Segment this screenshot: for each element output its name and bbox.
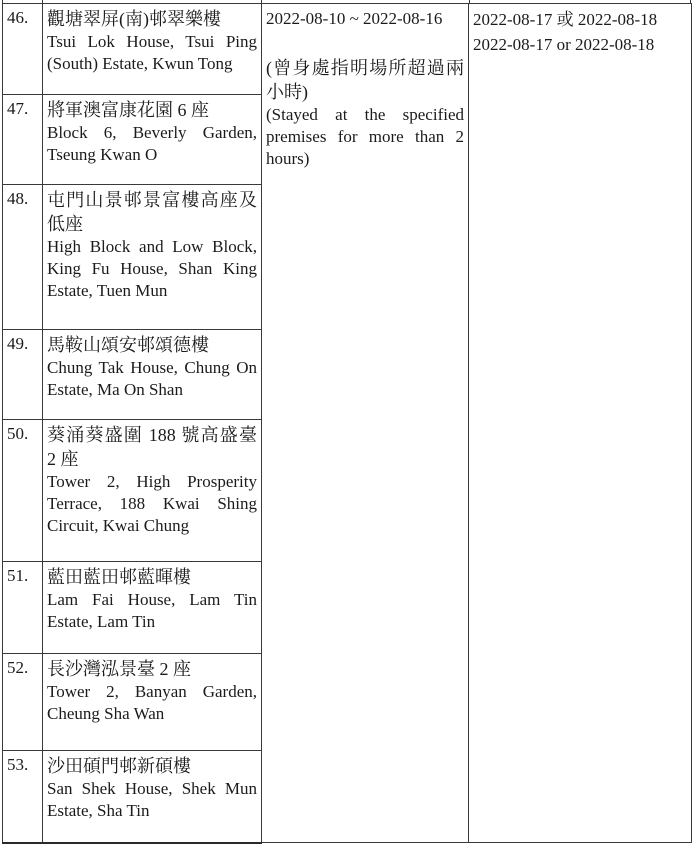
building-name-en: Chung Tak House, Chung On Estate, Ma On Shan bbox=[47, 358, 257, 399]
building-name-en: San Shek House, Shek Mun Estate, Sha Tin bbox=[47, 779, 257, 820]
building-cell bbox=[43, 654, 262, 751]
building-name-zh: 觀塘翠屏(南)邨翠樂樓 bbox=[47, 9, 221, 29]
building-name-zh: 屯門山景邨景富樓高座及低座 bbox=[47, 190, 257, 234]
building-name-en: Tower 2, Banyan Garden, Cheung Sha Wan bbox=[47, 682, 257, 723]
period-note-zh: (曾身處指明場所超過兩小時) bbox=[266, 58, 464, 102]
row-number: 46. bbox=[3, 4, 43, 95]
period-cell bbox=[262, 4, 469, 843]
row-number: 48. bbox=[3, 185, 43, 330]
building-name-zh: 葵涌葵盛圍 188 號高盛臺 2 座 bbox=[47, 425, 257, 469]
building-name-zh: 沙田碩門邨新碩樓 bbox=[47, 756, 191, 776]
row-number: 50. bbox=[3, 420, 43, 562]
building-name-en: Lam Fai House, Lam Tin Estate, Lam Tin bbox=[47, 590, 257, 631]
building-cell bbox=[43, 420, 262, 562]
period-range: 2022-08-10 ~ 2022-08-16 bbox=[266, 9, 443, 28]
test-dates-en: 2022-08-17 or 2022-08-18 bbox=[473, 35, 655, 54]
building-cell bbox=[43, 562, 262, 654]
row-number: 47. bbox=[3, 95, 43, 185]
row-number: 52. bbox=[3, 654, 43, 751]
building-name-en: Tower 2, High Prosperity Terrace, 188 Kwai Shing Circuit, Kwai Chung bbox=[47, 472, 257, 535]
test-dates-cell bbox=[469, 4, 692, 843]
building-name-zh: 長沙灣泓景臺 2 座 bbox=[47, 659, 191, 679]
building-cell bbox=[43, 4, 262, 95]
row-number: 51. bbox=[3, 562, 43, 654]
row-number: 53. bbox=[3, 751, 43, 843]
building-cell bbox=[43, 95, 262, 185]
building-name-zh: 藍田藍田邨藍暉樓 bbox=[47, 567, 191, 587]
building-name-en: High Block and Low Block, King Fu House, Shan King Estate, Tuen Mun bbox=[47, 237, 257, 300]
premises-table bbox=[2, 3, 692, 844]
test-dates-zh: 2022-08-17 或 2022-08-18 bbox=[473, 10, 658, 29]
table-row bbox=[3, 4, 692, 95]
period-note-en: (Stayed at the specified premises for more than 2 hours) bbox=[266, 105, 464, 168]
row-number: 49. bbox=[3, 330, 43, 420]
building-cell bbox=[43, 751, 262, 843]
building-name-zh: 將軍澳富康花園 6 座 bbox=[47, 100, 209, 120]
building-cell bbox=[43, 185, 262, 330]
building-cell bbox=[43, 330, 262, 420]
building-name-en: Block 6, Beverly Garden, Tseung Kwan O bbox=[47, 123, 257, 164]
building-name-zh: 馬鞍山頌安邨頌德樓 bbox=[47, 335, 209, 355]
building-name-en: Tsui Lok House, Tsui Ping (South) Estate, Kwun Tong bbox=[47, 32, 257, 73]
